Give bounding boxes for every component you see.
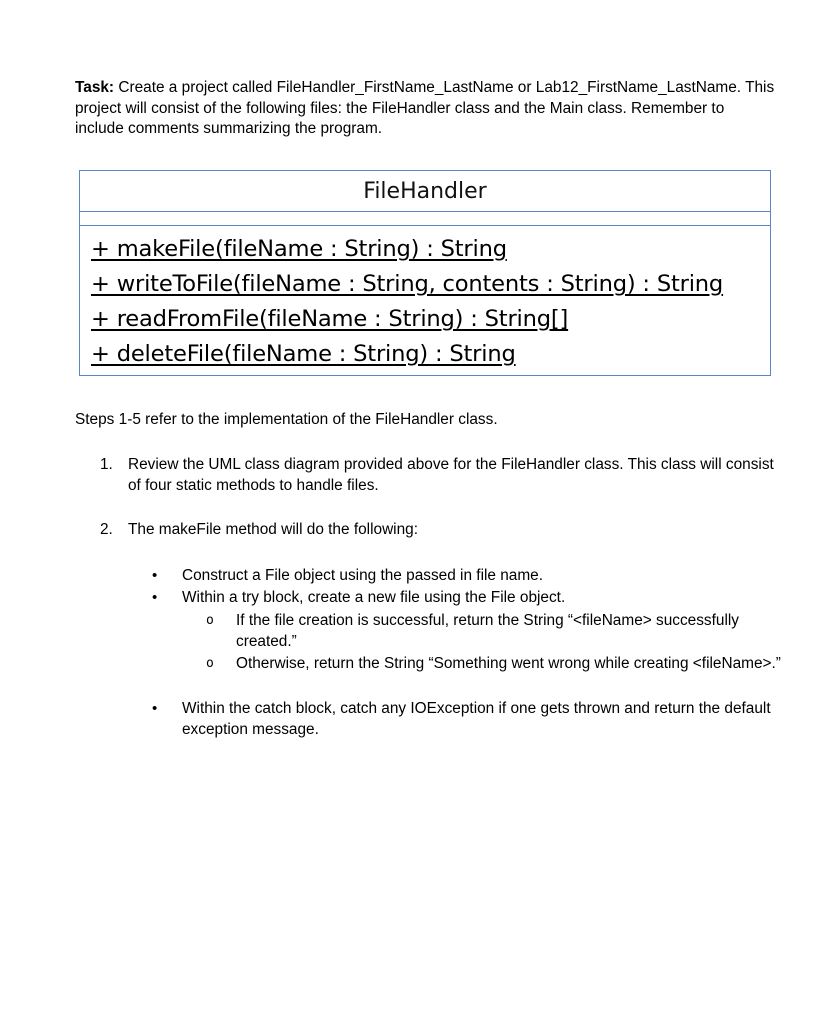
uml-methods-compartment <box>80 226 770 372</box>
bullet-text: Within a try block, create a new file using the File object. <box>182 589 566 606</box>
bullet-catch-block <box>152 699 782 740</box>
uml-method-make-file: + makeFile(fileName : String) : String <box>91 236 507 262</box>
uml-method-write-to-file: + writeToFile(fileName : String, contents : String) : String <box>91 271 724 297</box>
task-text: Create a project called FileHandler_FirstName_LastName or Lab12_FirstName_LastName. This project will consist of the following files: the FileHandler class and the Main class. Remember to include comments summarizing the program. <box>75 79 775 137</box>
step-1 <box>100 455 780 496</box>
sub-bullet-icon: o <box>206 613 214 628</box>
task-paragraph <box>75 78 775 140</box>
bullet-text: Construct a File object using the passed in file name. <box>182 567 544 584</box>
bullet-text: Within the catch block, catch any IOException if one gets thrown and return the default exception message. <box>182 700 771 738</box>
step-number: 2. <box>100 521 113 538</box>
bullet-icon: • <box>152 589 158 606</box>
uml-class-name: FileHandler <box>80 171 770 212</box>
bullet-construct-file <box>152 566 782 587</box>
sub-bullet-success <box>206 611 786 652</box>
uml-method-delete-file: + deleteFile(fileName : String) : String <box>91 341 516 367</box>
uml-class-diagram <box>79 170 771 376</box>
step-2 <box>100 520 780 541</box>
bullet-icon: • <box>152 567 158 584</box>
bullet-icon: • <box>152 700 158 717</box>
bullet-try-block <box>152 588 782 609</box>
sub-bullet-otherwise <box>206 654 786 675</box>
steps-intro: Steps 1-5 refer to the implementation of the FileHandler class. <box>75 411 498 428</box>
task-label: Task: <box>75 79 115 96</box>
uml-attributes-compartment <box>80 212 770 226</box>
uml-method-read-from-file: + readFromFile(fileName : String) : String[] <box>91 306 569 332</box>
sub-bullet-text: If the file creation is successful, return the String “<fileName> successfully created.” <box>236 612 739 650</box>
step-text: The makeFile method will do the following: <box>128 521 418 538</box>
sub-bullet-text: Otherwise, return the String “Something went wrong while creating <fileName>.” <box>236 655 781 672</box>
step-number: 1. <box>100 456 113 473</box>
sub-bullet-icon: o <box>206 656 214 671</box>
step-text: Review the UML class diagram provided above for the FileHandler class. This class will consist of four static methods to handle files. <box>128 456 774 494</box>
